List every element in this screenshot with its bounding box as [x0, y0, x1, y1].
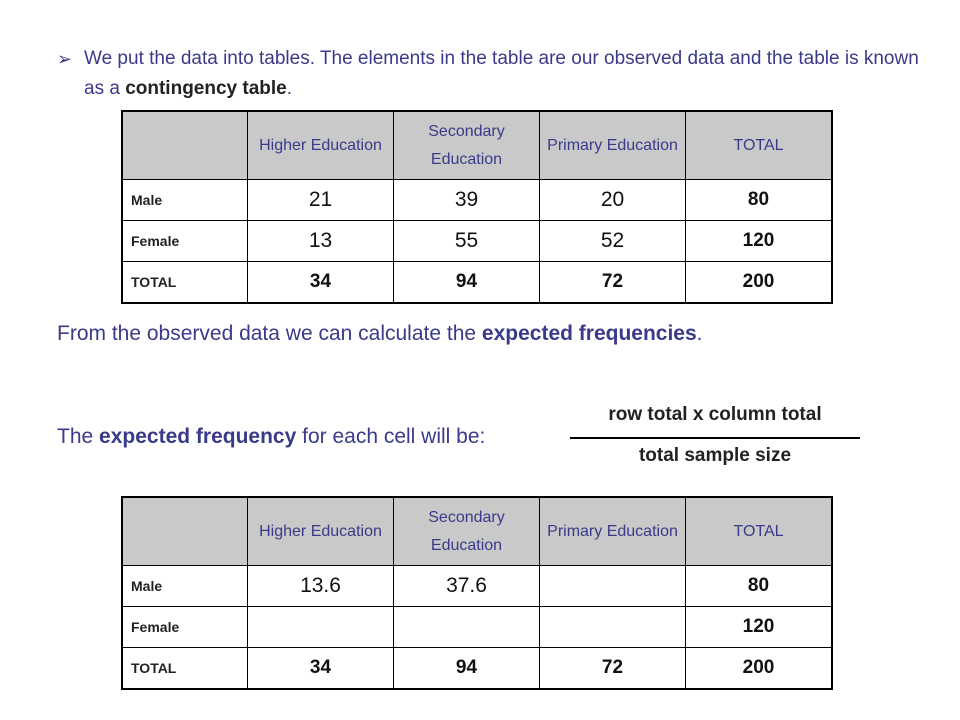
intro-text-end: . — [286, 78, 293, 99]
table-row — [122, 607, 832, 648]
table-row — [122, 221, 832, 262]
table-cell — [394, 607, 540, 648]
table-cell: 72 — [540, 648, 686, 690]
arrow-bullet-icon: ➢ — [57, 49, 73, 69]
total-cell: 80 — [686, 180, 833, 221]
total-cell: 200 — [686, 262, 833, 304]
table-cell: 20 — [540, 180, 686, 221]
row-label: Male — [122, 180, 248, 221]
header-cell-secondary: Secondary Education — [394, 497, 540, 566]
header-cell-secondary: Secondary Education — [394, 111, 540, 180]
sentence-text: From the observed data we can calculate the — [57, 322, 482, 345]
table-cell: 55 — [394, 221, 540, 262]
header-cell-primary: Primary Education — [540, 497, 686, 566]
intro-text-part: We put the data into tables. The elements in the table are our observed data and the table is known as a — [84, 48, 919, 99]
row-label: TOTAL — [122, 262, 248, 304]
observed-sentence — [57, 322, 703, 346]
formula-numerator: row total x column total — [608, 404, 822, 425]
intro-text — [84, 44, 937, 104]
table-cell: 94 — [394, 262, 540, 304]
table-cell — [248, 607, 394, 648]
intro-paragraph — [57, 44, 937, 104]
table-cell — [540, 566, 686, 607]
total-cell: 120 — [686, 221, 833, 262]
expected-table — [121, 496, 833, 690]
sentence-text: The — [57, 425, 100, 448]
table-row — [122, 262, 832, 304]
table-cell: 37.6 — [394, 566, 540, 607]
total-cell: 200 — [686, 648, 833, 690]
observed-table — [121, 110, 833, 304]
header-cell-empty — [122, 497, 248, 566]
row-label: Female — [122, 607, 248, 648]
intro-bold-term: contingency table — [125, 78, 287, 99]
table-cell: 39 — [394, 180, 540, 221]
header-cell-higher: Higher Education — [248, 497, 394, 566]
total-cell: 120 — [686, 607, 833, 648]
table-cell: 13.6 — [248, 566, 394, 607]
table-cell: 21 — [248, 180, 394, 221]
table-cell: 94 — [394, 648, 540, 690]
row-label: TOTAL — [122, 648, 248, 690]
table-row — [122, 648, 832, 690]
header-cell-empty — [122, 111, 248, 180]
sentence-text-end: for each cell will be: — [296, 425, 486, 448]
sentence-text-end: . — [696, 322, 703, 345]
table-cell: 34 — [248, 648, 394, 690]
sentence-bold-term: expected frequencies — [481, 322, 697, 345]
formula-denominator: total sample size — [638, 445, 792, 466]
row-label: Male — [122, 566, 248, 607]
expected-sentence — [57, 425, 485, 449]
header-cell-higher: Higher Education — [248, 111, 394, 180]
table-cell — [540, 607, 686, 648]
table-cell: 72 — [540, 262, 686, 304]
table-cell: 34 — [248, 262, 394, 304]
table-header-row — [122, 111, 832, 180]
fraction-bar — [570, 437, 860, 439]
table-cell: 13 — [248, 221, 394, 262]
sentence-bold-term: expected frequency — [99, 425, 297, 448]
header-cell-total: TOTAL — [686, 497, 833, 566]
table-cell: 52 — [540, 221, 686, 262]
table-row — [122, 566, 832, 607]
header-cell-primary: Primary Education — [540, 111, 686, 180]
header-cell-total: TOTAL — [686, 111, 833, 180]
row-label: Female — [122, 221, 248, 262]
table-row — [122, 180, 832, 221]
table-header-row — [122, 497, 832, 566]
total-cell: 80 — [686, 566, 833, 607]
